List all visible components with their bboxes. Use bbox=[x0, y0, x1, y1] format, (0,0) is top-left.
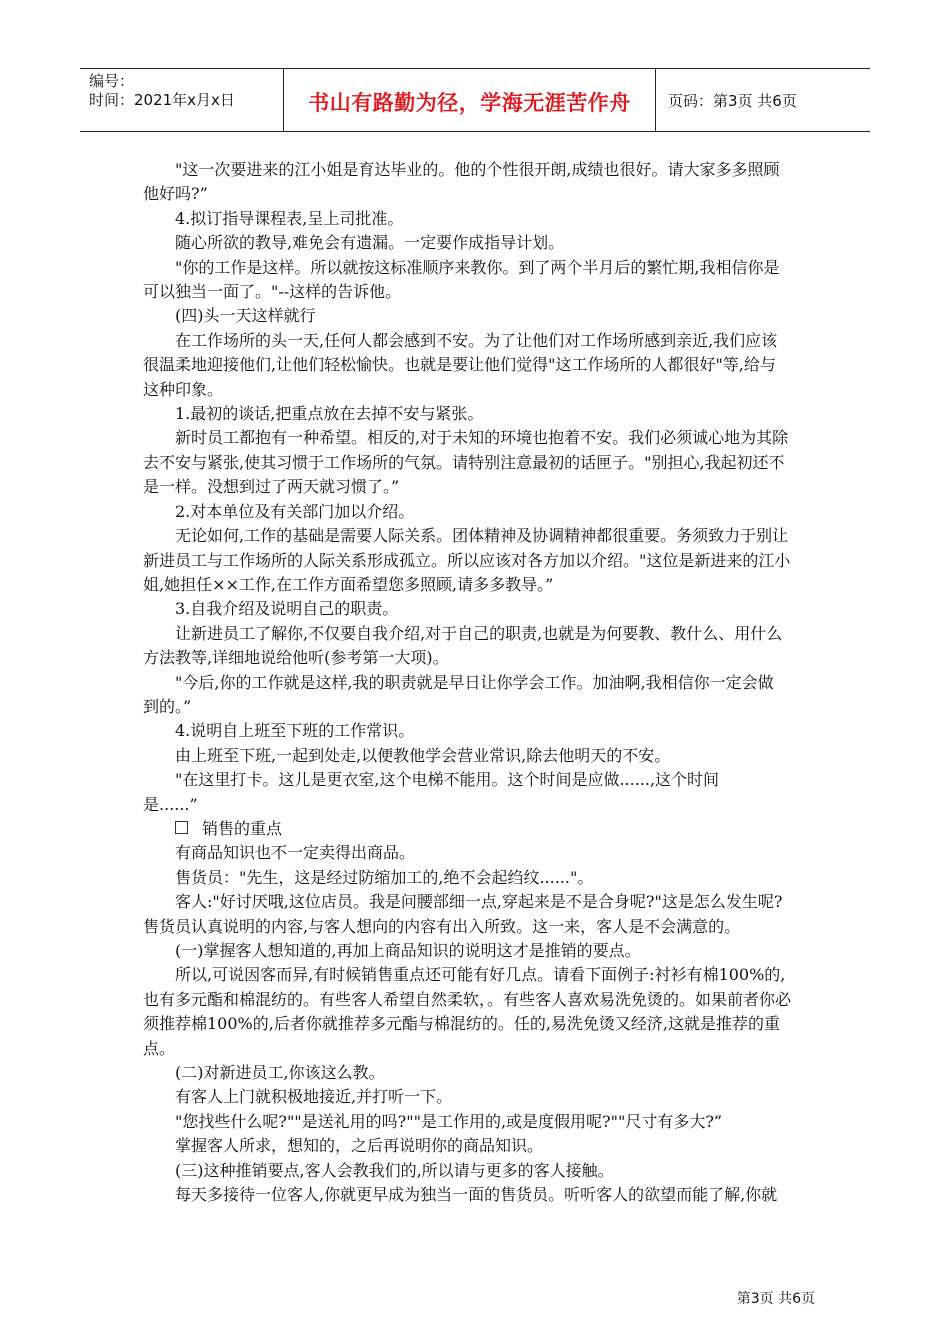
header-page-label: 页码：第3页 共6页 bbox=[668, 92, 797, 110]
paragraph-line: 可以独当一面了。"--这样的告诉他。 bbox=[143, 282, 402, 302]
checkbox-square-icon bbox=[175, 821, 188, 834]
paragraph-line: (四)头一天这样就行 bbox=[175, 306, 316, 326]
motto-text: 书山有路勤为径，学海无涯苦作舟 bbox=[308, 91, 631, 115]
paragraph-line: 很温柔地迎接他们,让他们轻松愉快。也就是要让他们觉得"这工作场所的人都很好"等,给与 bbox=[143, 355, 776, 375]
paragraph-line: 是......” bbox=[143, 794, 198, 814]
header-motto-cell bbox=[283, 69, 656, 131]
paragraph-line: 去不安与紧张,使其习惯于工作场所的气氛。请特别注意最初的话匣子。"别担心,我起初还不 bbox=[143, 452, 785, 472]
paragraph-line: 售货员："先生，这是经过防缩加工的,绝不会起绉纹......"。 bbox=[175, 867, 594, 887]
paragraph-line: 新进员工与工作场所的人际关系形成孤立。所以应该对各方加以介绍。"这位是新进来的江小 bbox=[143, 550, 791, 570]
paragraph-line: 售货员认真说明的内容,与客人想向的内容有出入所致。这一来，客人是不会满意的。 bbox=[143, 916, 741, 936]
paragraph-line: 新时员工都抱有一种希望。相反的,对于未知的环境也抱着不安。我们必须诚心地为其除 bbox=[175, 428, 789, 448]
paragraph-line: 3.自我介绍及说明自己的职责。 bbox=[175, 599, 399, 619]
paragraph-line: 须推荐棉100%的,后者你就推荐多元酯与棉混纺的。任的,易洗免烫又经济,这就是推荐的重 bbox=[143, 1014, 781, 1034]
footer-page-number: 第3页 共6页 bbox=[736, 1291, 815, 1307]
paragraph-line: 客人:"好讨厌哦,这位店员。我是问腰部细一点,穿起来是不是合身呢?"这是怎么发生呢? bbox=[175, 892, 783, 912]
paragraph-line: 这种印象。 bbox=[143, 379, 224, 399]
paragraph-line: 在工作场所的头一天,任何人都会感到不安。为了让他们对工作场所感到亲近,我们应该 bbox=[175, 330, 778, 350]
paragraph-line: (一)掌握客人想知道的,再加上商品知识的说明这才是推销的要点。 bbox=[175, 941, 641, 960]
paragraph-line: 让新进员工了解你,不仅要自我介绍,对于自己的职责,也就是为何要教、教什么、用什么 bbox=[175, 623, 783, 643]
paragraph-line: 4.拟订指导课程表,呈上司批准。 bbox=[175, 208, 404, 228]
section-heading bbox=[143, 817, 815, 841]
paragraph-line: 方法教等,详细地说给他听(参考第一大项)。 bbox=[143, 648, 449, 668]
page-header bbox=[80, 68, 870, 132]
paragraph-line: 随心所欲的教导,难免会有遗漏。一定要作成指导计划。 bbox=[175, 233, 565, 253]
paragraph-line: 2.对本单位及有关部门加以介绍。 bbox=[175, 501, 415, 521]
paragraph-line: 他好吗?” bbox=[143, 184, 208, 204]
paragraph-line: 也有多元酯和棉混纺的。有些客人希望自然柔软，。有些客人喜欢易洗免烫的。如果前者你必 bbox=[143, 989, 792, 1009]
header-right-cell bbox=[656, 69, 870, 131]
section-heading-text: 销售的重点 bbox=[202, 818, 283, 838]
paragraph-line: 有客人上门就积极地接近,并打听一下。 bbox=[175, 1087, 453, 1107]
paragraph-line: 所以,可说因客而异,有时候销售重点还可能有好几点。请看下面例子:衬衫有棉100%的, bbox=[175, 965, 786, 985]
paragraph-line: 无论如何,工作的基础是需要人际关系。团体精神及协调精神都很重要。务须致力于别让 bbox=[175, 526, 789, 546]
document-body bbox=[143, 158, 815, 1207]
paragraph-line: "你的工作是这样。所以就按这标准顺序来教你。到了两个半月后的繁忙期,我相信你是 bbox=[175, 257, 780, 277]
number-label: 编号： bbox=[89, 72, 135, 90]
paragraph-line: 4.说明自上班至下班的工作常识。 bbox=[175, 721, 415, 741]
paragraph-line: 掌握客人所求，想知的，之后再说明你的商品知识。 bbox=[175, 1136, 544, 1156]
time-label: 时间：2021年x月x日 bbox=[89, 91, 235, 109]
paragraph-line: "您找些什么呢?""是送礼用的吗?""是工作用的,或是度假用呢?""尺寸有多大?” bbox=[175, 1111, 723, 1131]
paragraph-line: 是一样。没想到过了两天就习惯了。” bbox=[143, 477, 400, 497]
paragraph-line: (三)这种推销要点,客人会教我们的,所以请与更多的客人接触。 bbox=[175, 1160, 614, 1180]
paragraph-line: 姐,她担任××工作,在工作方面希望您多照顾,请多多教导。” bbox=[143, 574, 554, 594]
paragraph-line: (二)对新进员工,你该这么教。 bbox=[175, 1063, 385, 1083]
paragraph-line: "这一次要进来的江小姐是育达毕业的。他的个性很开朗,成绩也很好。请大家多多照顾 bbox=[175, 160, 780, 179]
header-left-cell bbox=[80, 69, 283, 131]
paragraph-line: "今后,你的工作就是这样,我的职责就是早日让你学会工作。加油啊,我相信你一定会做 bbox=[175, 672, 774, 692]
paragraph-line: 有商品知识也不一定卖得出商品。 bbox=[175, 843, 416, 863]
paragraph-line: "在这里打卡。这儿是更衣室,这个电梯不能用。这个时间是应做......,这个时间 bbox=[175, 770, 720, 790]
paragraph-line: 1.最初的谈话,把重点放在去掉不安与紧张。 bbox=[175, 404, 484, 424]
paragraph-line: 每天多接待一位客人,你就更早成为独当一面的售货员。听听客人的欲望而能了解,你就 bbox=[175, 1185, 778, 1205]
paragraph-line: 由上班至下班,一起到处走,以便教他学会营业常识,除去他明天的不安。 bbox=[175, 745, 671, 765]
paragraph-line: 点。 bbox=[143, 1038, 176, 1058]
paragraph-line: 到的。” bbox=[143, 696, 192, 716]
